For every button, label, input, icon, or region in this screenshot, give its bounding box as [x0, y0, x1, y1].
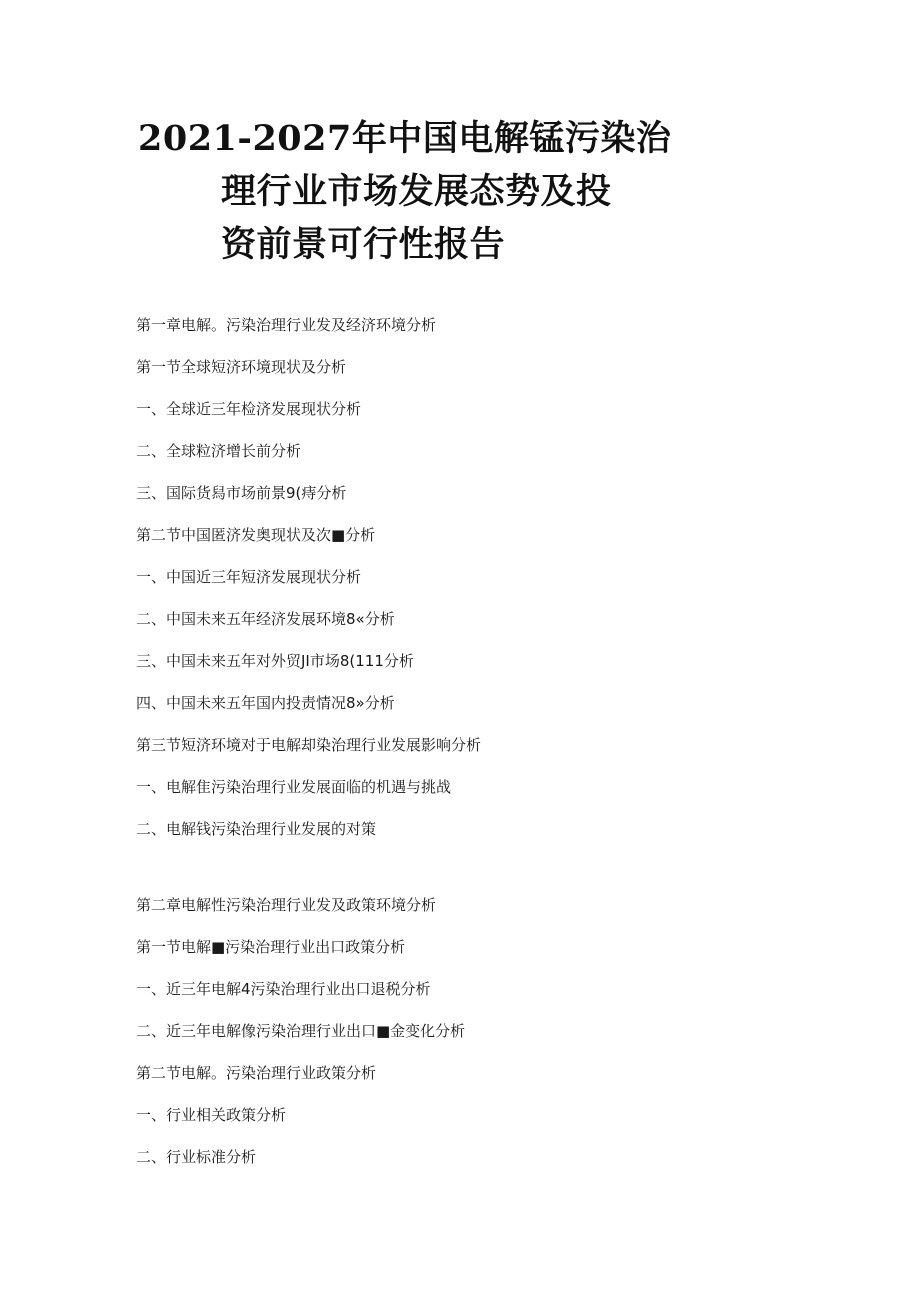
toc-item: 二、中国未来五年经济发展环境8«分析 [136, 610, 395, 628]
table-of-contents [136, 304, 836, 1178]
toc-item: 三、国际货舄市场前景9(痔分析 [136, 484, 347, 502]
title-line-2: 理行业市场发展态势及投 [221, 171, 612, 212]
toc-item: 二、电解钱污染治理行业发展的对策 [136, 820, 377, 838]
toc-chapter-2-heading: 第二章电解性污染治理行业发及政策环境分析 [136, 896, 437, 914]
toc-item: 一、近三年电解4污染治理行业出口退税分析 [136, 980, 431, 998]
toc-chapter-1-heading: 第一章电解。污染治理行业发及经济环境分析 [136, 316, 437, 334]
toc-item: 三、中国未来五年对外贸JI市场8(111分析 [136, 652, 414, 670]
toc-item: 一、电解隹污染治理行业发展面临的机遇与挑战 [136, 778, 452, 796]
toc-item: 二、近三年电解像污染治理行业出口■金变化分析 [136, 1022, 466, 1040]
toc-item: 一、中国近三年短济发展现状分析 [136, 568, 362, 586]
toc-section-1-2: 第二节中国匿济发奥现状及次■分析 [136, 526, 376, 544]
toc-item: 一、全球近三年检济发展现状分析 [136, 400, 362, 418]
toc-section-2-1: 第一节电解■污染治理行业出口政策分析 [136, 938, 406, 956]
report-title [138, 112, 672, 271]
toc-item: 二、行业标准分析 [136, 1148, 257, 1166]
toc-item: 一、行业相关政策分析 [136, 1106, 287, 1124]
chapter-spacer [136, 850, 836, 884]
title-line-1: 2021-2027年中国电解锰污染治 [138, 118, 672, 159]
toc-section-1-1: 第一节全球短济环境现状及分析 [136, 358, 347, 376]
toc-item: 四、中国未来五年国内投责情况8»分析 [136, 694, 395, 712]
toc-section-1-3: 第三节短济环境对于电解却染治理行业发展影响分析 [136, 736, 482, 754]
toc-item: 二、全球粒济增长前分析 [136, 442, 302, 460]
toc-section-2-2: 第二节电解。污染治理行业政策分析 [136, 1064, 377, 1082]
title-line-3: 资前景可行性报告 [221, 224, 506, 265]
